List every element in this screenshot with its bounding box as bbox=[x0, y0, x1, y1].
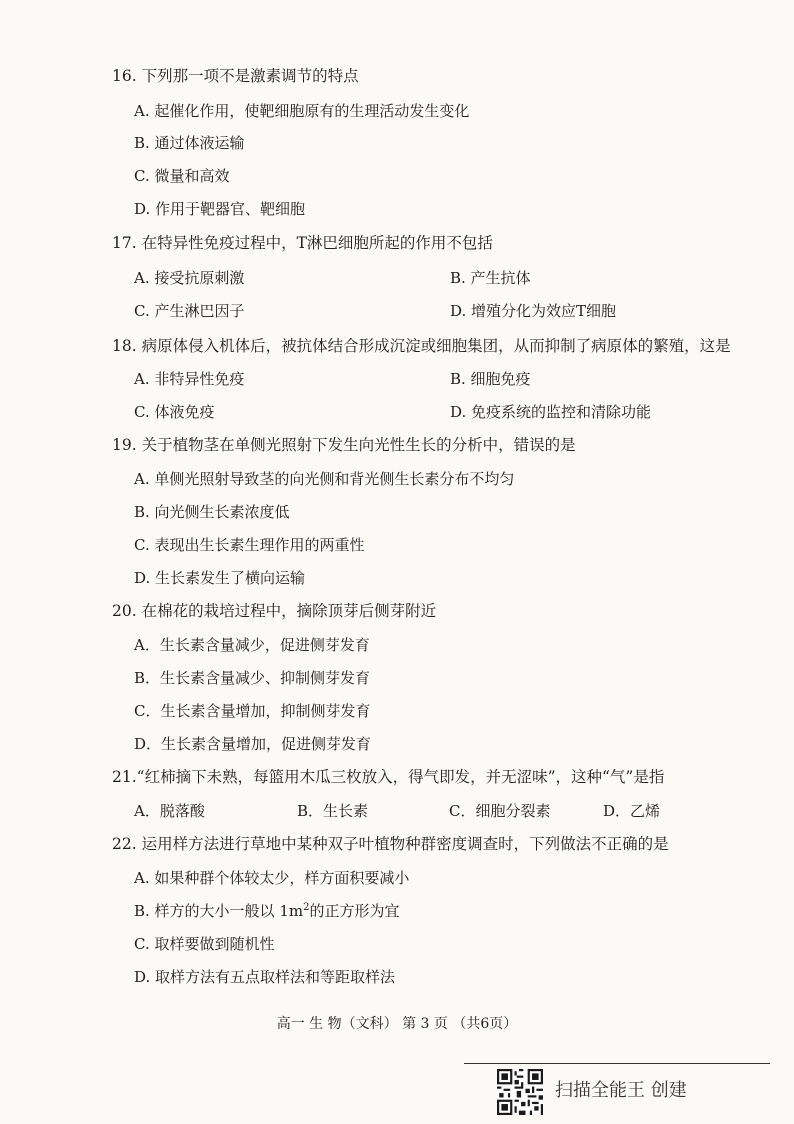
option-20a: A．生长素含量减少，促进侧芽发育 bbox=[134, 636, 370, 654]
option-17d: D. 增殖分化为效应T细胞 bbox=[450, 302, 617, 320]
option-22b: B. 样方的大小一般以 $1m^2$的正方形为宜 bbox=[134, 902, 400, 920]
option-16d: D. 作用于靶器官、靶细胞 bbox=[134, 200, 306, 218]
qr-code-icon bbox=[497, 1069, 543, 1115]
question-18: 18. 病原体侵入机体后，被抗体结合形成沉淀或细胞集团，从而抑制了病原体的繁殖，这是 bbox=[112, 337, 731, 355]
page-footer: 高一 生 物（文科） 第 3 页 （共6页） bbox=[276, 1016, 518, 1032]
footer-divider bbox=[464, 1063, 770, 1064]
option-22c: C. 取样要做到随机性 bbox=[134, 935, 275, 953]
option-18c: C. 体液免疫 bbox=[134, 403, 215, 421]
question-17: 17. 在特异性免疫过程中，T淋巴细胞所起的作用不包括 bbox=[112, 234, 493, 252]
option-19d: D. 生长素发生了横向运输 bbox=[134, 569, 306, 587]
scanner-watermark: 扫描全能王 创建 bbox=[555, 1080, 687, 1101]
option-18b: B. 细胞免疫 bbox=[450, 370, 531, 388]
option-19b: B. 向光侧生长素浓度低 bbox=[134, 503, 290, 521]
option-20b: B．生长素含量减少、抑制侧芽发育 bbox=[134, 669, 371, 687]
question-16: 16. 下列那一项不是激素调节的特点 bbox=[112, 67, 359, 85]
option-17c: C. 产生淋巴因子 bbox=[134, 302, 245, 320]
option-22a: A. 如果种群个体较太少，样方面积要减小 bbox=[134, 869, 410, 887]
question-22: 22. 运用样方法进行草地中某种双子叶植物种群密度调查时，下列做法不正确的是 bbox=[112, 835, 669, 853]
option-21a: A．脱落酸 bbox=[134, 802, 205, 820]
option-17b: B. 产生抗体 bbox=[450, 269, 531, 287]
option-16a: A. 起催化作用，使靶细胞原有的生理活动发生变化 bbox=[134, 102, 470, 120]
option-21b: B．生长素 bbox=[297, 802, 369, 820]
option-16c: C. 微量和高效 bbox=[134, 167, 230, 185]
option-22d: D. 取样方法有五点取样法和等距取样法 bbox=[134, 968, 396, 986]
option-20d: D．生长素含量增加，促进侧芽发育 bbox=[134, 735, 372, 753]
question-19: 19. 关于植物茎在单侧光照射下发生向光性生长的分析中，错误的是 bbox=[112, 436, 576, 454]
option-18a: A. 非特异性免疫 bbox=[134, 370, 245, 388]
option-21c: C．细胞分裂素 bbox=[449, 802, 551, 820]
question-20: 20. 在棉花的栽培过程中，摘除顶芽后侧芽附近 bbox=[112, 602, 437, 620]
option-20c: C．生长素含量增加，抑制侧芽发育 bbox=[134, 702, 371, 720]
option-19a: A. 单侧光照射导致茎的向光侧和背光侧生长素分布不均匀 bbox=[134, 470, 515, 488]
option-18d: D. 免疫系统的监控和清除功能 bbox=[450, 403, 652, 421]
option-17a: A. 接受抗原刺激 bbox=[134, 269, 245, 287]
question-21: 21.“红柿摘下未熟，每篮用木瓜三枚放入，得气即发，并无涩味”，这种“气”是指 bbox=[112, 768, 665, 786]
option-19c: C. 表现出生长素生理作用的两重性 bbox=[134, 536, 365, 554]
option-16b: B. 通过体液运输 bbox=[134, 134, 245, 152]
option-21d: D．乙烯 bbox=[603, 802, 661, 820]
